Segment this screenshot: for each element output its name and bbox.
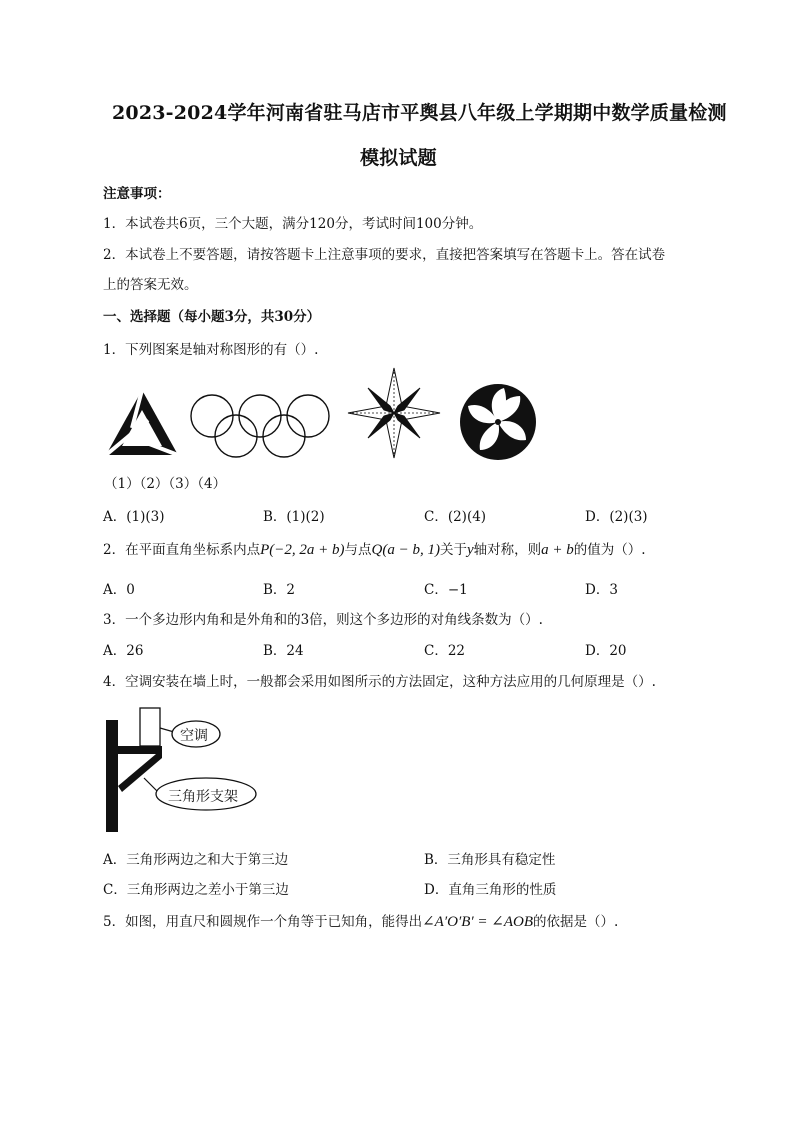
q1-option-a[interactable]: A．(1)(3): [103, 509, 165, 525]
notice-item-2b: 上的答案无效。: [103, 277, 198, 293]
flower-emblem-figure: [458, 382, 538, 462]
q2-point-q: Q(a − b, 1): [371, 542, 440, 558]
q2-stem-d: 轴对称，则: [473, 542, 542, 558]
ac-label: 空调: [180, 728, 208, 744]
q3-option-a[interactable]: A．26: [103, 643, 144, 659]
notice-item-2a: 2．本试卷上不要答题，请按答题卡上注意事项的要求，直接把答案填写在答题卡上。答在试卷: [103, 247, 666, 263]
q3-option-d[interactable]: D．20: [585, 643, 627, 659]
q5-angle: ∠A′O′B′ = ∠AOB: [422, 914, 534, 930]
q4-option-b[interactable]: B．三角形具有稳定性: [424, 852, 556, 868]
air-conditioner-bracket-figure: [100, 700, 270, 836]
q3-option-c[interactable]: C．22: [424, 643, 466, 659]
q1-stem: 1．下列图案是轴对称图形的有（）.: [103, 342, 319, 358]
q4-option-a[interactable]: A．三角形两边之和大于第三边: [103, 852, 289, 868]
q3-stem: 3．一个多边形内角和是外角和的3倍，则这个多边形的对角线条数为（）.: [103, 612, 543, 628]
olympic-rings-figure: [188, 392, 332, 462]
q4-option-d[interactable]: D．直角三角形的性质: [424, 882, 557, 898]
doc-title-line2: 模拟试题: [360, 147, 437, 169]
q5-stem-a: 5．如图，用直尺和圆规作一个角等于已知角，能得出: [103, 914, 423, 930]
compass-star-figure: [346, 366, 442, 460]
q2-sum: a + b: [541, 542, 574, 558]
doc-title-line1: 2023-2024学年河南省驻马店市平舆县八年级上学期期中数学质量检测: [112, 102, 727, 124]
q1-option-b[interactable]: B．(1)(2): [263, 509, 325, 525]
q2-stem-e: 的值为（）.: [573, 542, 646, 558]
q1-option-c[interactable]: C．(2)(4): [424, 509, 487, 525]
q2-stem-c: 关于: [439, 542, 467, 558]
q1-figure-labels: （1）（2）（3）（4）: [104, 476, 227, 492]
notice-heading: 注意事项：: [103, 186, 171, 202]
q5-stem-b: 的依据是（）.: [533, 914, 619, 930]
q4-stem: 4．空调安装在墙上时，一般都会采用如图所示的方法固定，这种方法应用的几何原理是（）.: [103, 674, 656, 690]
notice-item-1: 1．本试卷共6页，三个大题，满分120分，考试时间100分钟。: [103, 216, 483, 232]
recycle-triangle-figure: [104, 388, 180, 458]
bracket-label: 三角形支架: [168, 789, 238, 805]
q2-point-p: P(−2, 2a + b): [260, 542, 345, 558]
section1-heading: 一、选择题（每小题3分，共30分）: [103, 309, 321, 325]
q2-option-a[interactable]: A．0: [103, 582, 135, 598]
q2-option-b[interactable]: B．2: [263, 582, 296, 598]
q1-option-d[interactable]: D．(2)(3): [585, 509, 648, 525]
q4-option-c[interactable]: C．三角形两边之差小于第三边: [103, 882, 289, 898]
q2-stem: [103, 538, 646, 559]
q2-axis-y: y: [466, 542, 474, 558]
q2-stem-a: 2．在平面直角坐标系内点: [103, 542, 261, 558]
q5-stem: [103, 910, 618, 931]
q3-option-b[interactable]: B．24: [263, 643, 304, 659]
q2-option-c[interactable]: C．−1: [424, 582, 468, 598]
q2-stem-b: 与点: [344, 542, 372, 558]
q2-option-d[interactable]: D．3: [585, 582, 618, 598]
